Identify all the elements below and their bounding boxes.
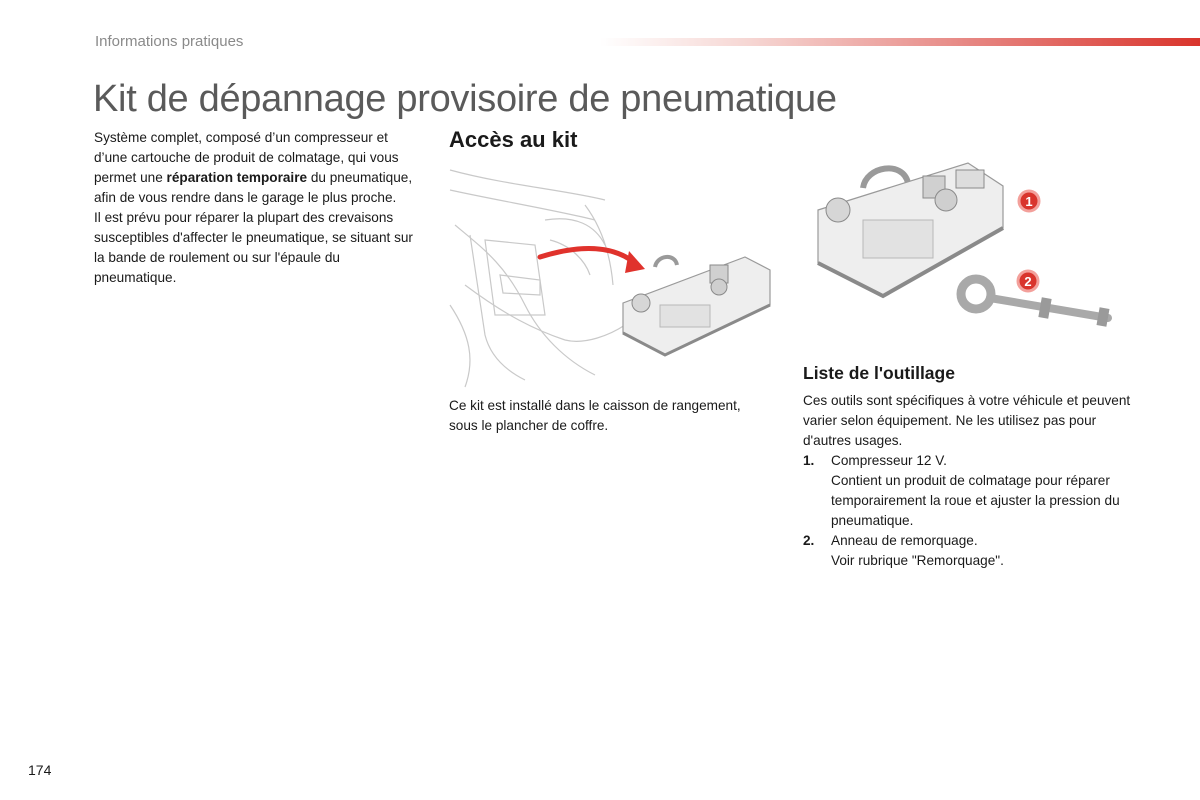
list-item	[803, 531, 1133, 571]
tools-heading: Liste de l'outillage	[803, 363, 955, 383]
tools-illustration	[808, 148, 1128, 358]
intro-paragraph-1: Système complet, composé d’un compresseur et d’une cartouche de produit de colmatage, qui vous permet une réparation temporaire du pneumatique, afin de vous rendre dans le garage le plus proche.	[94, 130, 413, 205]
callout-1-badge	[1019, 191, 1039, 211]
page-title: Kit de dépannage provisoire de pneumatique	[93, 78, 837, 120]
tools-intro: Ces outils sont spécifiques à votre véhicule et peuvent varier selon équipement. Ne les utilisez pas pour d'autres usages.	[803, 393, 1131, 448]
list-item-title: Anneau de remorquage.	[831, 533, 978, 548]
page-number: 174	[28, 762, 52, 778]
list-item-title: Compresseur 12 V.	[831, 453, 947, 468]
tools-text	[803, 391, 1133, 571]
list-number: 2.	[803, 533, 815, 548]
list-number: 1.	[803, 453, 815, 468]
trunk-kit-illustration	[445, 165, 780, 390]
compressor-kit-small-icon	[623, 257, 770, 355]
intro-paragraph-2: Il est prévu pour réparer la plupart des crevaisons susceptibles d'affecter le pneumatique, se situant sur la bande de roulement ou sur l'épaule du pneumatique.	[94, 210, 413, 285]
intro-text	[94, 128, 414, 288]
callout-2-badge	[1018, 271, 1038, 291]
svg-text:2: 2	[1024, 274, 1032, 289]
header-accent-bar	[600, 38, 1200, 46]
section-label: Informations pratiques	[95, 33, 244, 50]
list-item	[803, 451, 1133, 531]
emphasis-temporary-repair: réparation temporaire	[166, 170, 308, 185]
access-heading: Accès au kit	[449, 127, 578, 152]
list-item-detail: Voir rubrique "Remorquage".	[831, 553, 1004, 568]
access-caption: Ce kit est installé dans le caisson de rangement, sous le plancher de coffre.	[449, 398, 741, 433]
svg-text:1: 1	[1025, 194, 1033, 209]
list-item-detail: Contient un produit de colmatage pour réparer temporairement la roue et ajuster la pression du pneumatique.	[831, 473, 1120, 528]
